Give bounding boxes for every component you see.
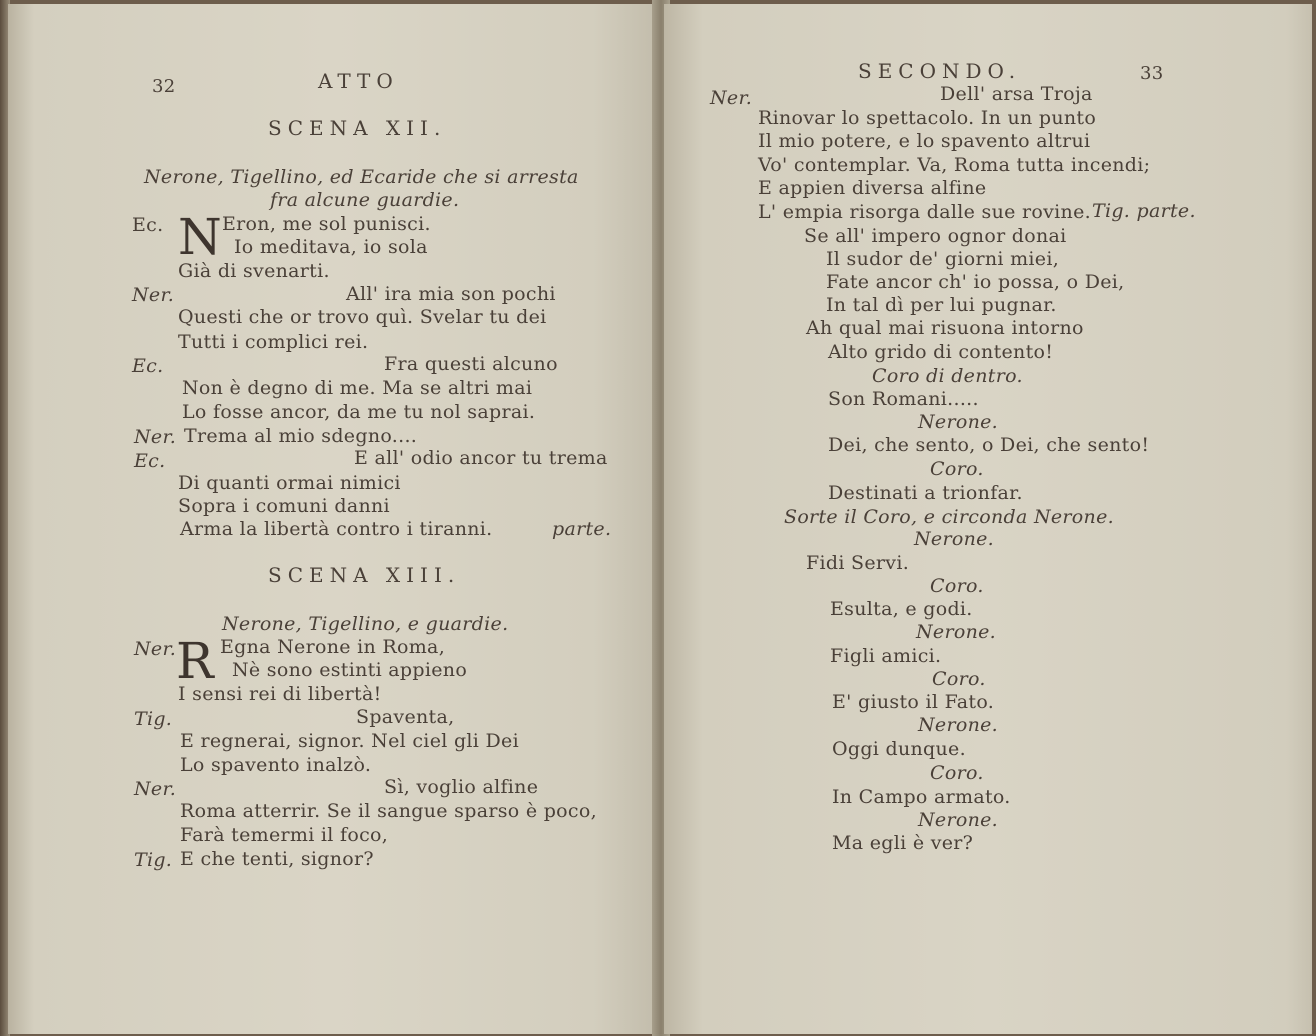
verse-line: Alto grido di contento! bbox=[828, 341, 1054, 363]
verse-line: Fra questi alcuno bbox=[384, 353, 558, 375]
cue-coro: Coro. bbox=[932, 668, 986, 690]
verse-line: Nè sono estinti appieno bbox=[232, 659, 468, 681]
verse-line: Ah qual mai risuona intorno bbox=[806, 317, 1084, 339]
verse-line: Rinovar lo spettacolo. In un punto bbox=[758, 107, 1097, 129]
verse-line: All' ira mia son pochi bbox=[346, 283, 556, 305]
speaker-label: Tig. bbox=[134, 849, 173, 871]
verse-line: Figli amici. bbox=[830, 645, 942, 667]
verse-line: Lo fosse ancor, da me tu nol saprai. bbox=[182, 401, 536, 423]
speaker-label: Ec. bbox=[132, 355, 164, 377]
verse-line: E che tenti, signor? bbox=[180, 848, 374, 870]
scene-xii-stage-direction-1: Nerone, Tigellino, ed Ecaride che si arresta bbox=[144, 166, 579, 188]
verse-line: Spaventa, bbox=[356, 706, 455, 728]
speaker-label: Ner. bbox=[134, 778, 177, 800]
scene-xii-stage-direction-2: fra alcune guardie. bbox=[270, 189, 460, 211]
verse-line: Vo' contemplar. Va, Roma tutta incendi; bbox=[758, 154, 1151, 176]
cue-nerone: Nerone. bbox=[914, 528, 995, 550]
speaker-label: Tig. bbox=[134, 708, 173, 730]
verse-line: In tal dì per lui pugnar. bbox=[826, 294, 1057, 316]
cue-nerone: Nerone. bbox=[916, 621, 997, 643]
cue-nerone: Nerone. bbox=[918, 809, 999, 831]
scene-xiii-stage-direction: Nerone, Tigellino, e guardie. bbox=[222, 613, 509, 635]
verse-line: E all' odio ancor tu trema bbox=[354, 447, 608, 469]
verse-line: Arma la libertà contro i tiranni. bbox=[180, 518, 493, 540]
verse-line: Sì, voglio alfine bbox=[384, 776, 539, 798]
verse-line: Il sudor de' giorni miei, bbox=[826, 248, 1060, 270]
verse-line: L' empia risorga dalle sue rovine. bbox=[758, 201, 1091, 223]
stage-direction-coro-di-dentro: Coro di dentro. bbox=[872, 365, 1023, 387]
verse-line: Ma egli è ver? bbox=[832, 832, 974, 854]
verse-line: Il mio potere, e lo spavento altrui bbox=[758, 130, 1091, 152]
verse-line: I sensi rei di libertà! bbox=[178, 683, 382, 705]
speaker-label: Ner. bbox=[132, 284, 175, 306]
speaker-label: Ec. bbox=[132, 214, 164, 236]
verse-line: Esulta, e godi. bbox=[830, 598, 973, 620]
running-head-left: ATTO bbox=[318, 69, 399, 93]
drop-cap: R bbox=[176, 632, 214, 690]
page-number-left: 32 bbox=[152, 76, 176, 97]
stage-direction-sorte-coro: Sorte il Coro, e circonda Nerone. bbox=[784, 506, 1114, 528]
verse-line: Trema al mio sdegno.... bbox=[184, 425, 418, 447]
verse-line: Questi che or trovo quì. Svelar tu dei bbox=[178, 306, 547, 328]
verse-line: Tutti i complici rei. bbox=[178, 331, 369, 353]
cue-nerone: Nerone. bbox=[918, 411, 999, 433]
scene-xii-title: SCENA XII. bbox=[268, 116, 447, 140]
speaker-label: Ner. bbox=[134, 426, 177, 448]
verse-line: Fate ancor ch' io possa, o Dei, bbox=[826, 271, 1125, 293]
verse-line: Oggi dunque. bbox=[832, 738, 966, 760]
verse-line: Destinati a trionfar. bbox=[828, 482, 1023, 504]
verse-line: Lo spavento inalzò. bbox=[180, 754, 372, 776]
verse-line: In Campo armato. bbox=[832, 786, 1011, 808]
drop-cap: N bbox=[178, 208, 222, 266]
verse-line: Fidi Servi. bbox=[806, 552, 910, 574]
verse-line: Di quanti ormai nimici bbox=[178, 472, 401, 494]
speaker-label: Ec. bbox=[134, 450, 166, 472]
cue-coro: Coro. bbox=[930, 762, 984, 784]
verse-line: E regnerai, signor. Nel ciel gli Dei bbox=[180, 730, 519, 752]
exit-note: parte. bbox=[552, 518, 612, 540]
verse-line: Dei, che sento, o Dei, che sento! bbox=[828, 434, 1150, 456]
running-head-right: SECONDO. bbox=[858, 59, 1022, 83]
verse-line: Roma atterrir. Se il sangue sparso è poco, bbox=[180, 800, 597, 822]
verse-line: Eron, me sol punisci. bbox=[222, 213, 431, 235]
verse-line: Farà temermi il foco, bbox=[180, 824, 389, 846]
scene-xiii-title: SCENA XIII. bbox=[268, 563, 461, 587]
verse-line: E appien diversa alfine bbox=[758, 177, 987, 199]
verse-line: Se all' impero ognor donai bbox=[804, 225, 1067, 247]
verse-line: E' giusto il Fato. bbox=[832, 691, 995, 713]
cue-coro: Coro. bbox=[930, 458, 984, 480]
verse-line: Già di svenarti. bbox=[178, 260, 330, 282]
speaker-label: Ner. bbox=[710, 87, 753, 109]
verse-line: Io meditava, io sola bbox=[234, 236, 428, 258]
cue-coro: Coro. bbox=[930, 575, 984, 597]
tig-exit-note: Tig. parte. bbox=[1092, 200, 1196, 222]
verse-line: Sopra i comuni danni bbox=[178, 495, 390, 517]
verse-line: Egna Nerone in Roma, bbox=[220, 636, 446, 658]
cue-nerone: Nerone. bbox=[918, 714, 999, 736]
verse-line: Dell' arsa Troja bbox=[940, 83, 1093, 105]
verse-line: Son Romani..... bbox=[828, 388, 979, 410]
speaker-label: Ner. bbox=[134, 638, 177, 660]
verse-line: Non è degno di me. Ma se altri mai bbox=[182, 377, 533, 399]
page-number-right: 33 bbox=[1140, 63, 1164, 84]
